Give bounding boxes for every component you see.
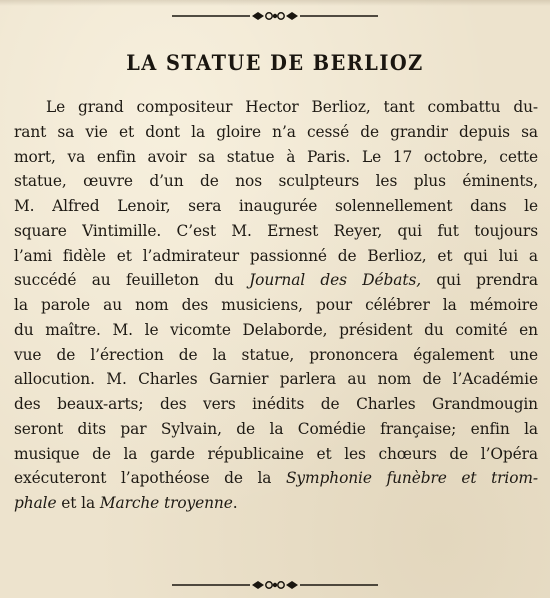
italic-title-text: Marche troyenne bbox=[99, 494, 233, 512]
article-text: la parole au nom des musiciens, pour célébrer la mémoire bbox=[14, 296, 538, 314]
article-text: Le grand compositeur Hector Berlioz, tant combattu du- bbox=[46, 98, 538, 116]
article-text: M. Alfred Lenoir, sera inaugurée solennellement dans le bbox=[14, 197, 538, 215]
article-text: succédé au feuilleton du bbox=[14, 271, 250, 290]
article-text: . bbox=[232, 494, 238, 512]
article-text: mort, va enfin avoir sa statue à Paris. Le 17 octobre, cette bbox=[14, 147, 538, 166]
article-text: l’ami fidèle et l’admirateur passionné de Berlioz, et qui lui a bbox=[14, 246, 538, 265]
article-text: vue de l’érection de la statue, prononcera également une bbox=[14, 345, 538, 364]
article-text: du maître. M. le vicomte Delaborde, président du comité en bbox=[14, 320, 538, 339]
article-title: LA STATUE DE BERLIOZ bbox=[126, 50, 424, 75]
article-line bbox=[14, 219, 538, 244]
article-text: des beaux-arts; des vers inédits de Charles Grandmougin bbox=[14, 395, 538, 413]
article-line bbox=[14, 95, 538, 120]
article-line bbox=[14, 268, 538, 293]
fleuron-rule-icon bbox=[172, 9, 378, 23]
article-line bbox=[14, 417, 538, 442]
article-text: allocution. M. Charles Garnier parlera au nom de l’Académie bbox=[14, 370, 538, 389]
article-line bbox=[14, 491, 538, 516]
article-text: rant sa vie et dont la gloire n’a cessé de grandir depuis sa bbox=[14, 122, 538, 141]
article-text: exécuteront l’apothéose de la bbox=[14, 469, 286, 488]
article-text: seront dits par Sylvain, de la Comédie française; enfin la bbox=[14, 419, 538, 438]
article-text: square Vintimille. C’est M. Ernest Reyer, qui fut toujours bbox=[14, 221, 538, 240]
page-edge-shadow bbox=[0, 0, 550, 6]
article-text: qui prendra bbox=[421, 271, 538, 290]
article-line bbox=[14, 442, 538, 467]
article-line bbox=[14, 343, 538, 368]
article-text: et la bbox=[56, 494, 100, 512]
article-line bbox=[14, 145, 538, 170]
article-line bbox=[14, 318, 538, 343]
article-text: statue, œuvre d’un de nos sculpteurs les plus éminents, bbox=[14, 172, 538, 191]
article-line bbox=[14, 120, 538, 145]
article-body bbox=[14, 95, 538, 516]
italic-title-text: Symphonie funèbre et triom- bbox=[285, 469, 538, 488]
article-line bbox=[14, 169, 538, 194]
article-line bbox=[14, 367, 538, 392]
article-line bbox=[14, 293, 538, 318]
italic-title-text: Journal des Débats, bbox=[249, 271, 422, 290]
article-line bbox=[14, 194, 538, 219]
fleuron-rule-icon bbox=[172, 578, 378, 592]
article-line bbox=[14, 466, 538, 491]
article-line bbox=[14, 392, 538, 417]
article-line bbox=[14, 244, 538, 269]
italic-title-text: phale bbox=[14, 494, 57, 512]
article-text: musique de la garde républicaine et les chœurs de l’Opéra bbox=[14, 444, 538, 463]
